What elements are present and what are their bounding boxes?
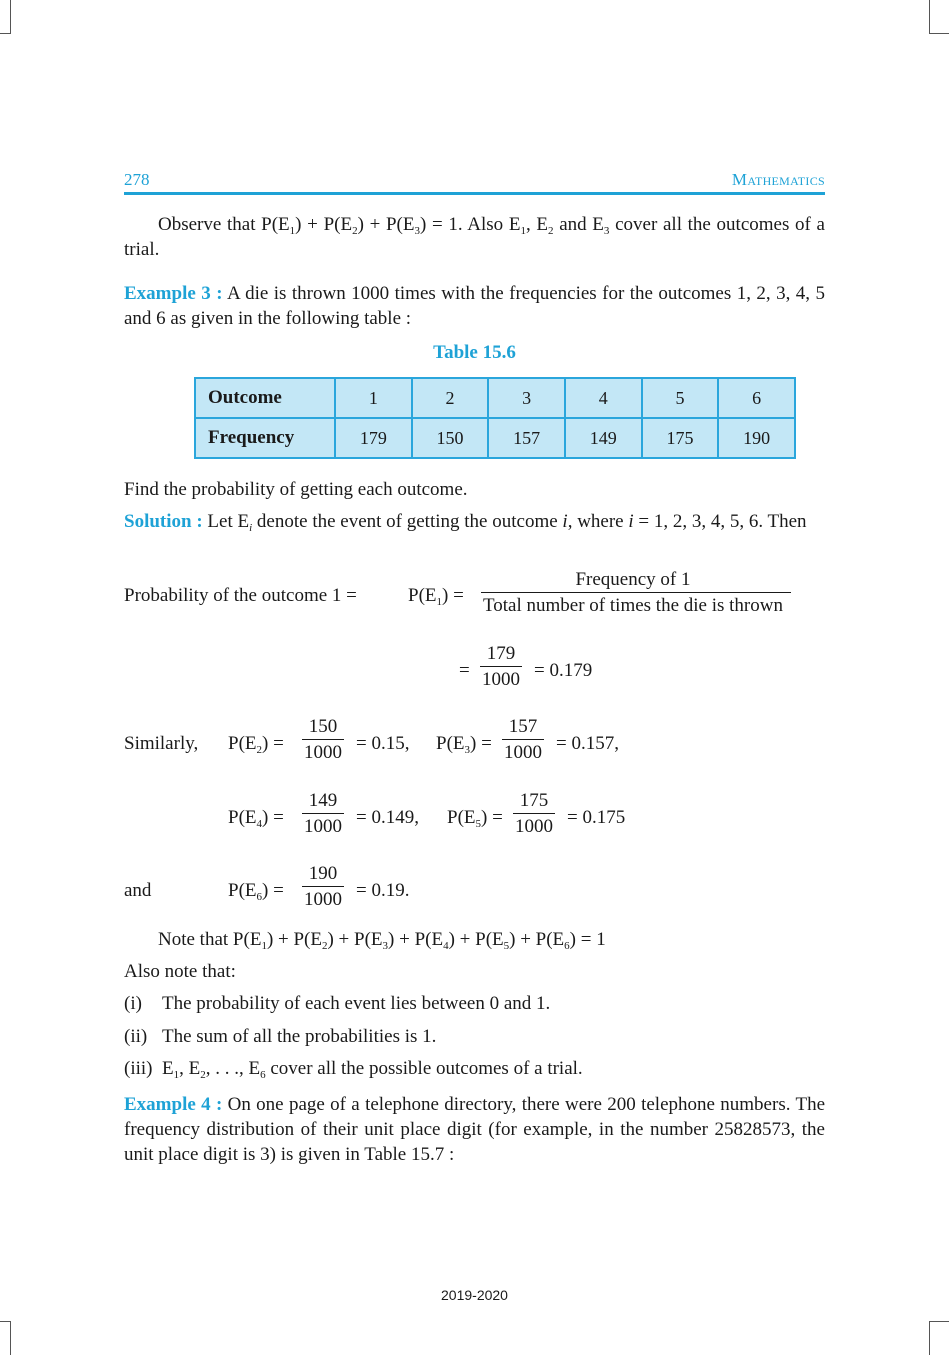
also-note-text: Also note that:	[124, 961, 236, 982]
table-cell: 149	[565, 418, 642, 458]
find-probability-text: Find the probability of getting each outcome.	[124, 479, 468, 500]
observe-paragraph: Observe that $P(E_1) + P(E_2) + P(E_3) = 1$. Also $E_1$, $E_2$ and $E_3$ cover all the outcomes of a trial.	[124, 214, 825, 260]
table-row	[195, 418, 795, 458]
and-label: and	[124, 880, 152, 901]
crop-mark-bottom-right-h	[929, 1321, 949, 1322]
p-e1-lhs: $P(E_1)$ =	[408, 585, 464, 608]
table-cell: 175	[642, 418, 719, 458]
running-title: Mathematics	[731, 170, 825, 189]
p-e5-lhs: $P(E_5)$ =	[447, 807, 503, 830]
result-0157: = 0.157,	[556, 733, 619, 754]
crop-mark-bottom-right	[929, 1321, 930, 1355]
frequency-table	[194, 377, 796, 459]
header-rule	[124, 192, 825, 195]
p-e3-lhs: $P(E_3)$ =	[436, 733, 492, 756]
table-cell: 150	[412, 418, 489, 458]
example-4-label: Example 4 :	[124, 1094, 223, 1115]
table-cell: 4	[565, 378, 642, 418]
example-3-paragraph: Example 3 : A die is thrown 1000 times with the frequencies for the outcomes 1, 2, 3, 4, 5 and 6 as given in the following table :	[124, 283, 826, 329]
footer-year: 2019-2020	[441, 1287, 508, 1303]
p-e6-lhs: $P(E_6)$ =	[228, 880, 284, 903]
result-019: = 0.19.	[356, 880, 410, 901]
p-e4-lhs: $P(E_4)$ =	[228, 807, 284, 830]
crop-mark-bottom-left-h	[0, 1321, 10, 1322]
result-0149: = 0.149,	[356, 807, 419, 828]
list-item: (iii) $E_1$, $E_2$, . . ., $E_6$ cover all the possible outcomes of a trial.	[124, 1058, 583, 1081]
crop-mark-top-left-h	[0, 33, 10, 34]
list-item: (i) The probability of each event lies between 0 and 1.	[124, 993, 551, 1014]
fraction-157: 157 1000	[504, 716, 542, 764]
fraction-150: 150 1000	[304, 716, 342, 764]
p-e2-lhs: $P(E_2)$ =	[228, 733, 284, 756]
result-0175: = 0.175	[567, 807, 626, 828]
solution-label: Solution :	[124, 511, 203, 532]
crop-mark-bottom-left	[10, 1321, 11, 1355]
table-cell: 2	[412, 378, 489, 418]
table-row-header-frequency: Frequency	[195, 418, 335, 458]
table-cell: 5	[642, 378, 719, 418]
table-cell: 1	[335, 378, 412, 418]
fraction-149: 149 1000	[304, 790, 342, 838]
crop-mark-top-right	[929, 0, 930, 34]
fraction-190: 190 1000	[304, 863, 342, 911]
table-row-header-outcome: Outcome	[195, 378, 335, 418]
table-cell: 6	[718, 378, 795, 418]
table-caption: Table 15.6	[433, 342, 516, 363]
fraction-175: 175 1000	[515, 790, 553, 838]
example-4-paragraph: Example 4 : On one page of a telephone directory, there were 200 telephone numbers. The frequency distribution of their unit place digit (for example, in the number 25828573, the unit place digit is 3) is given in Table 15.7 :	[124, 1094, 825, 1165]
fraction-179: 179 1000	[482, 643, 520, 691]
table-cell: 179	[335, 418, 412, 458]
similarly-label: Similarly,	[124, 733, 199, 754]
note-sum-equation: Note that $P(E_1) + P(E_2) + P(E_3) + P(E_4) + P(E_5) + P(E_6) = 1$	[158, 929, 606, 952]
crop-mark-top-left	[10, 0, 11, 34]
page-number: 278	[124, 170, 150, 189]
table-row	[195, 378, 795, 418]
crop-mark-top-right-h	[929, 33, 949, 34]
result-015: = 0.15,	[356, 733, 410, 754]
table-cell: 190	[718, 418, 795, 458]
example-3-label: Example 3 :	[124, 283, 223, 304]
table-cell: 3	[488, 378, 565, 418]
table-cell: 157	[488, 418, 565, 458]
equals-sign: =	[459, 660, 470, 681]
fraction-definition: Frequency of 1 Total number of times the die is thrown	[481, 568, 785, 619]
result-0179: = 0.179	[534, 660, 593, 681]
solution-paragraph: Solution : Let $E_i$ denote the event of getting the outcome i, where i = 1, 2, 3, 4, 5, 6. Then	[124, 511, 807, 534]
list-item: (ii) The sum of all the probabilities is 1.	[124, 1026, 437, 1047]
prob-outcome-1-label: Probability of the outcome 1 =	[124, 585, 357, 606]
